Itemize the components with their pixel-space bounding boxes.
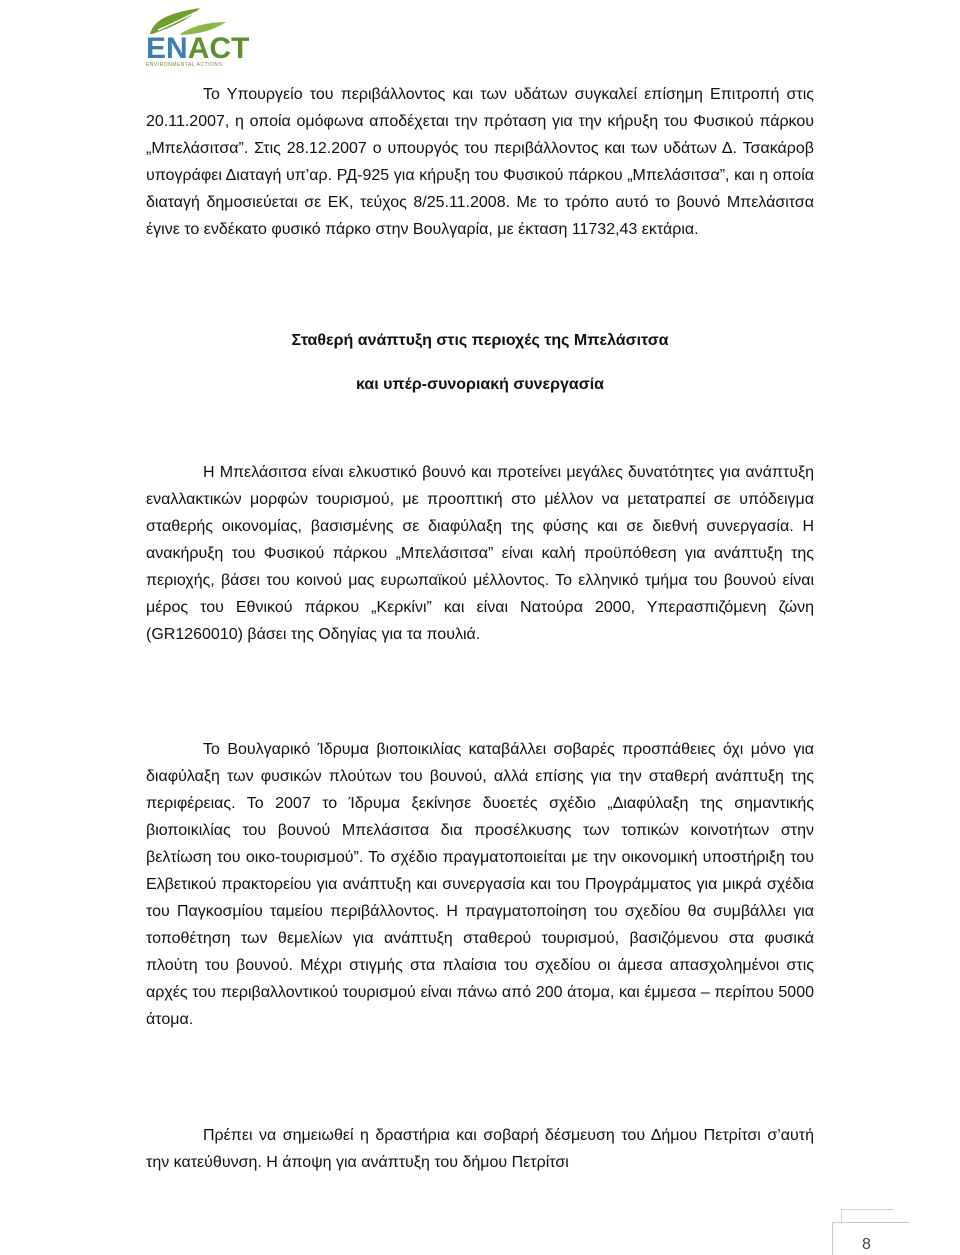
page-number-frame-inner <box>841 1209 894 1224</box>
paragraph-4-block <box>146 1122 814 1176</box>
paragraph-3-block <box>146 736 814 1033</box>
page-number: 8 <box>862 1236 871 1253</box>
paragraph-2-block <box>146 459 814 648</box>
section-heading-line-2: και υπέρ-συνοριακή συνεργασία <box>356 376 604 393</box>
logo-subtitle: ENVIRONMENTAL ACTIONS <box>146 62 223 68</box>
paragraph-1 <box>146 81 814 243</box>
paragraph-3 <box>146 736 814 1033</box>
paragraph-2 <box>146 459 814 648</box>
paragraph-1-block <box>146 81 814 243</box>
enact-logo <box>140 4 250 68</box>
paragraph-1-text: Το Υπουργείο του περιβάλλοντος και των υδάτων συγκαλεί επίσημη Επιτροπή στις 20.11.2007, η οποία ομόφωνα αποδέχεται την πρόταση για την κήρυξη του Φυσικού πάρκου „Μπελάσιτσα”. Στις 28.12.2007 ο υπουργός του περιβάλλοντος και των υδάτων Δ. Τσακάροβ υπογράφει Διαταγή υπ’αρ. РД-925 για κήρυξη του Φυσικού πάρκου „Μπελάσιτσα”, και η οποία διαταγή δημοσιεύεται σε ΕΚ, τεύχος 8/25.11.2008. Με το τρόπο αυτό το βουνό Μπελάσιτσα έγινε το ενδέκατο φυσικό πάρκο στην Βουλγαρία, με έκταση 11732,43 εκτάρια. <box>146 86 814 238</box>
paragraph-3-text: Το Βουλγαρικό Ίδρυμα βιοποικιλίας καταβάλλει σοβαρές προσπάθειες όχι μόνο για διαφύλαξη των φυσικών πλούτων του βουνού, αλλά επίσης για την σταθερή ανάπτυξη της περιφέρειας. Το 2007 το Ίδρυμα ξεκίνησε δυοετές σχέδιο „Διαφύλαξη της σημαντικής βιοποικιλίας του βουνού Μπελάσιτσα δια προσέλκυσης των τοπικών κοινοτήτων στην βελτίωση του οικο-τουρισμού”. Το σχέδιο πραγματοποιείται με την οικονομική υποστήριξη του Ελβετικού πρακτορείου για ανάπτυξη και συνεργασία και του Προγράμματος για μικρά σχέδια του Παγκοσμίου ταμείου περιβάλλοντος. Η πραγματοποίηση του σχεδίου θα συμβάλλει για τοποθέτηση των θεμελίων για ανάπτυξη σταθερού τουρισμού, βασιζόμενου στα φυσικά πλούτη του βουνού. Μέχρι στιγμής στα πλαίσια του σχεδίου οι άμεσα απασχολημένοι στις αρχές του περιβαλλοντικού τουρισμού είναι πάνω από 200 άτομα, και έμμεσα – περίπου 5000 άτομα. <box>146 741 814 1028</box>
paragraph-2-text: Η Μπελάσιτσα είναι ελκυστικό βουνό και προτείνει μεγάλες δυνατότητες για ανάπτυξη εναλλακτικών μορφών τουρισμού, με προοπτική στο μέλλον να μετατραπεί σε υπόδειγμα σταθερής οικονομίας, βασισμένης σε διαφύλαξη της φύσης και σε διεθνή συνεργασία. Η ανακήρυξη του Φυσικού πάρκου „Μπελάσιτσα” είναι καλή προϋπόθεση για ανάπτυξη της περιοχής, βάσει του κοινού μας ευρωπαϊκού μέλλοντος. Το ελληνικό τμήμα του βουνού είναι μέρος του Εθνικού πάρκου „Κερκίνι” και είναι Νατούρα 2000, Υπερασπιζόμενη ζώνη (GR1260010) βάσει της Οδηγίας για τα πουλιά. <box>146 464 814 643</box>
logo-wordmark-en: EN <box>146 32 188 65</box>
paragraph-4 <box>146 1122 814 1176</box>
paragraph-4-text: Πρέπει να σημειωθεί η δραστήρια και σοβαρή δέσμευση του Δήμου Πετρίτσι σ’αυτή την κατεύθυνση. Η άποψη για ανάπτυξη του δήμου Πετρίτσι <box>146 1127 814 1171</box>
logo-wordmark <box>146 32 249 66</box>
logo-wordmark-act: ACT <box>187 32 250 65</box>
section-heading-line-1: Σταθερή ανάπτυξη στις περιοχές της Μπελάσιτσα <box>291 332 669 349</box>
